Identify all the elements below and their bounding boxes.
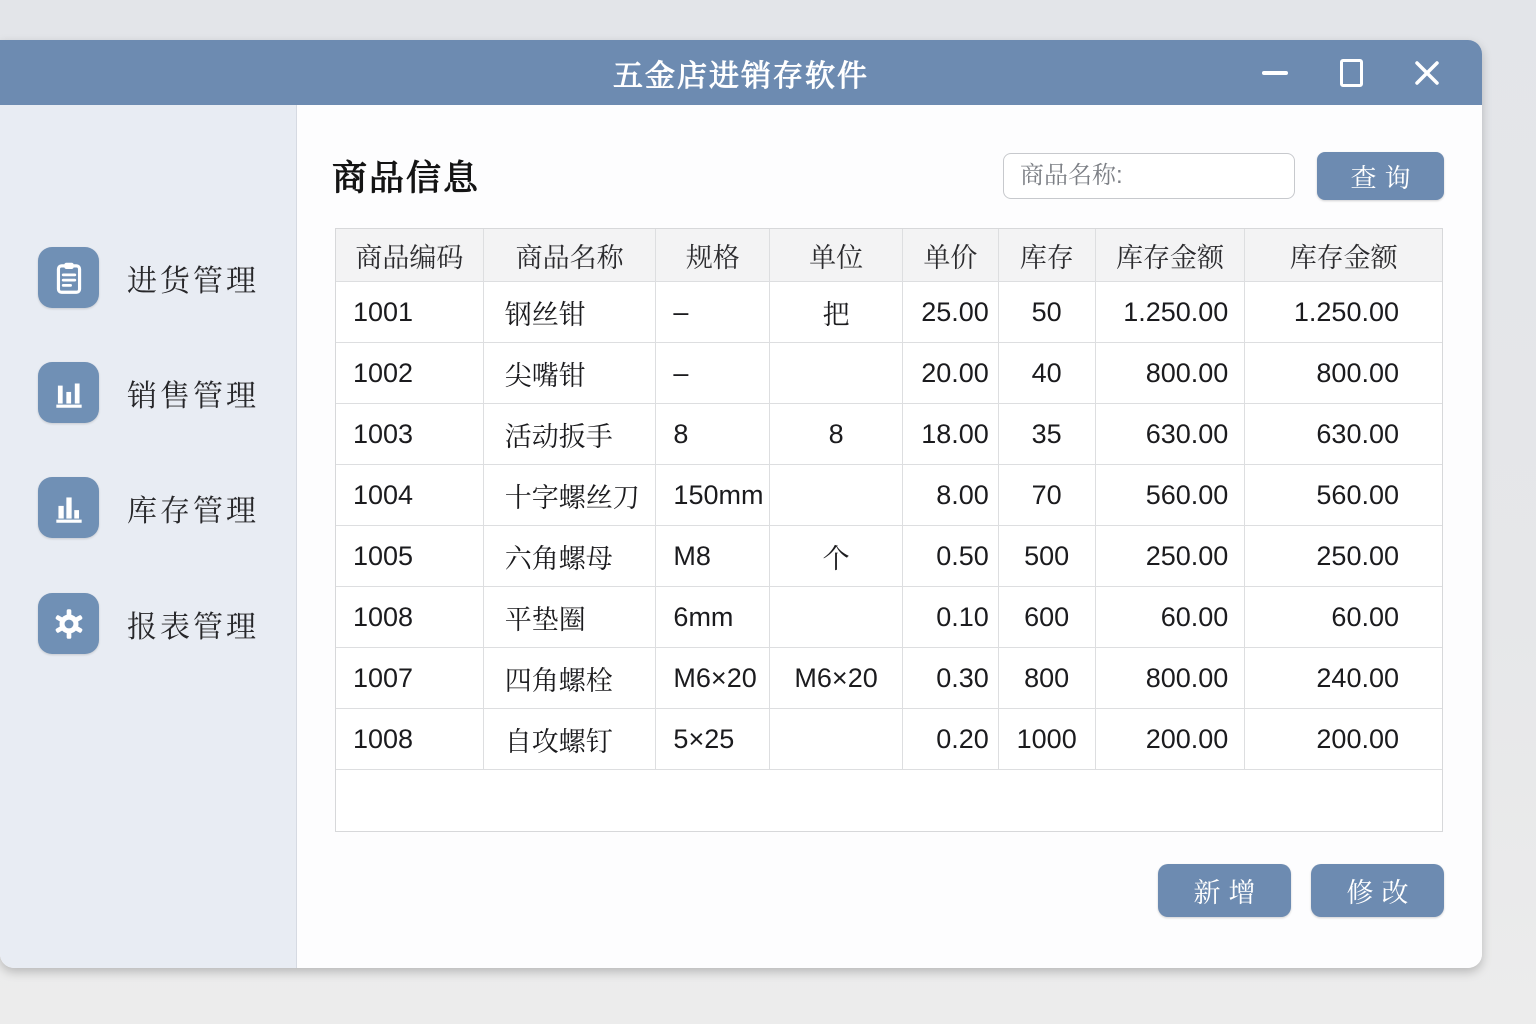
table-cell: –	[656, 282, 770, 342]
table-cell: 630.00	[1316, 418, 1399, 449]
table-row[interactable]	[336, 709, 1442, 770]
table-cell: 0.30	[903, 648, 999, 708]
table-cell: 十字螺丝刀	[484, 465, 657, 525]
column-header: 单价	[903, 229, 999, 281]
sidebar-item-label: 进货管理	[127, 264, 259, 298]
table-cell: 四角螺栓	[484, 648, 657, 708]
table-cell: 60.00	[1331, 601, 1399, 632]
search-bar	[1003, 152, 1444, 200]
page-title: 商品信息	[332, 159, 481, 198]
table-cell: 1003	[336, 404, 484, 464]
table-cell: 个	[770, 526, 903, 586]
table-cell: 560.00	[1096, 465, 1246, 525]
table-cell: 800.00	[1096, 648, 1246, 708]
sidebar-item-label: 库存管理	[127, 494, 259, 528]
table-cell: M6×20	[656, 648, 770, 708]
table-cell: –	[656, 343, 770, 403]
window-controls	[1260, 40, 1442, 105]
column-header: 库存金额	[1096, 229, 1246, 281]
table-cell: 150mm	[656, 465, 770, 525]
table-row[interactable]	[336, 404, 1442, 465]
table-cell: 把	[770, 282, 903, 342]
edit-button[interactable]: 修改	[1311, 864, 1444, 917]
table-cell: 600	[999, 587, 1096, 647]
table-cell: 60.00	[1096, 587, 1246, 647]
sidebar-item-label: 报表管理	[127, 610, 259, 644]
table-cell: 18.00	[903, 404, 999, 464]
table-cell: 800	[999, 648, 1096, 708]
table-cell: 8.00	[903, 465, 999, 525]
table-cell: 200.00	[1096, 709, 1246, 769]
table-cell: 250.00	[1096, 526, 1246, 586]
table-cell: 200.00	[1316, 723, 1399, 754]
table-body	[336, 282, 1442, 770]
sidebar-item-sales[interactable]	[38, 362, 259, 423]
sidebar-item-reports[interactable]	[38, 593, 259, 654]
table-cell: 560.00	[1316, 479, 1399, 510]
add-button[interactable]: 新增	[1158, 864, 1291, 917]
table-cell: M8	[656, 526, 770, 586]
sidebar-item-inventory[interactable]	[38, 477, 259, 538]
column-header: 库存金额	[1289, 242, 1398, 273]
table-cell: 1004	[336, 465, 484, 525]
column-header: 规格	[656, 229, 770, 281]
window-title: 五金店进销存软件	[613, 59, 869, 93]
table-cell: 50	[999, 282, 1096, 342]
table-cell: 1001	[336, 282, 484, 342]
table-row[interactable]	[336, 343, 1442, 404]
table-cell: 250.00	[1316, 540, 1399, 571]
table-cell: 5×25	[656, 709, 770, 769]
close-icon	[1414, 60, 1440, 86]
table-cell: 1.250.00	[1096, 282, 1246, 342]
column-header: 商品编码	[336, 229, 484, 281]
table-row[interactable]	[336, 648, 1442, 709]
column-header: 库存	[999, 229, 1096, 281]
table-cell	[770, 465, 903, 525]
table-cell: 0.20	[903, 709, 999, 769]
table-cell: 1007	[336, 648, 484, 708]
app-window	[0, 40, 1482, 968]
sidebar-item-purchase[interactable]	[38, 247, 259, 308]
table-cell: 尖嘴钳	[484, 343, 657, 403]
table-empty-footer	[336, 770, 1442, 831]
table-cell: 25.00	[903, 282, 999, 342]
table-cell: 40	[999, 343, 1096, 403]
table-cell: 1005	[336, 526, 484, 586]
titlebar	[0, 40, 1482, 105]
sidebar-item-label: 销售管理	[127, 379, 259, 413]
table-cell: 800.00	[1316, 357, 1399, 388]
column-chart-icon	[38, 477, 99, 538]
table-cell: 6mm	[656, 587, 770, 647]
table-cell: 70	[999, 465, 1096, 525]
content-header	[332, 150, 1444, 202]
table-cell: 钢丝钳	[484, 282, 657, 342]
bottom-actions	[1158, 864, 1444, 917]
table-cell: 240.00	[1316, 662, 1399, 693]
table-cell: 20.00	[903, 343, 999, 403]
table-cell: 630.00	[1096, 404, 1246, 464]
gear-icon	[38, 593, 99, 654]
product-table	[335, 228, 1443, 832]
table-row[interactable]	[336, 282, 1442, 343]
table-cell: 1008	[336, 587, 484, 647]
minimize-icon	[1262, 71, 1288, 75]
table-cell: 8	[770, 404, 903, 464]
product-name-input[interactable]	[1003, 153, 1295, 199]
table-cell: 0.50	[903, 526, 999, 586]
table-cell: 0.10	[903, 587, 999, 647]
table-row[interactable]	[336, 587, 1442, 648]
clipboard-icon	[38, 247, 99, 308]
table-cell: 1008	[336, 709, 484, 769]
table-cell: 800.00	[1096, 343, 1246, 403]
table-cell: 500	[999, 526, 1096, 586]
table-row[interactable]	[336, 526, 1442, 587]
table-cell: M6×20	[770, 648, 903, 708]
table-header-row	[336, 229, 1442, 282]
table-cell	[770, 709, 903, 769]
main-content	[297, 105, 1482, 968]
table-row[interactable]	[336, 465, 1442, 526]
table-cell	[770, 587, 903, 647]
sidebar	[0, 105, 297, 968]
table-cell: 1.250.00	[1293, 296, 1399, 327]
table-cell: 平垫圈	[484, 587, 657, 647]
table-cell: 8	[656, 404, 770, 464]
maximize-icon	[1340, 59, 1363, 87]
table-cell: 六角螺母	[484, 526, 657, 586]
table-cell: 1002	[336, 343, 484, 403]
minimize-button[interactable]	[1260, 58, 1290, 88]
table-cell: 1000	[999, 709, 1096, 769]
close-button[interactable]	[1412, 58, 1442, 88]
table-cell: 35	[999, 404, 1096, 464]
column-header: 商品名称	[484, 229, 657, 281]
query-button[interactable]: 查询	[1317, 152, 1444, 200]
bar-chart-icon	[38, 362, 99, 423]
maximize-button[interactable]	[1336, 58, 1366, 88]
column-header: 单位	[770, 229, 903, 281]
table-cell: 自攻螺钉	[484, 709, 657, 769]
table-cell: 活动扳手	[484, 404, 657, 464]
table-cell	[770, 343, 903, 403]
